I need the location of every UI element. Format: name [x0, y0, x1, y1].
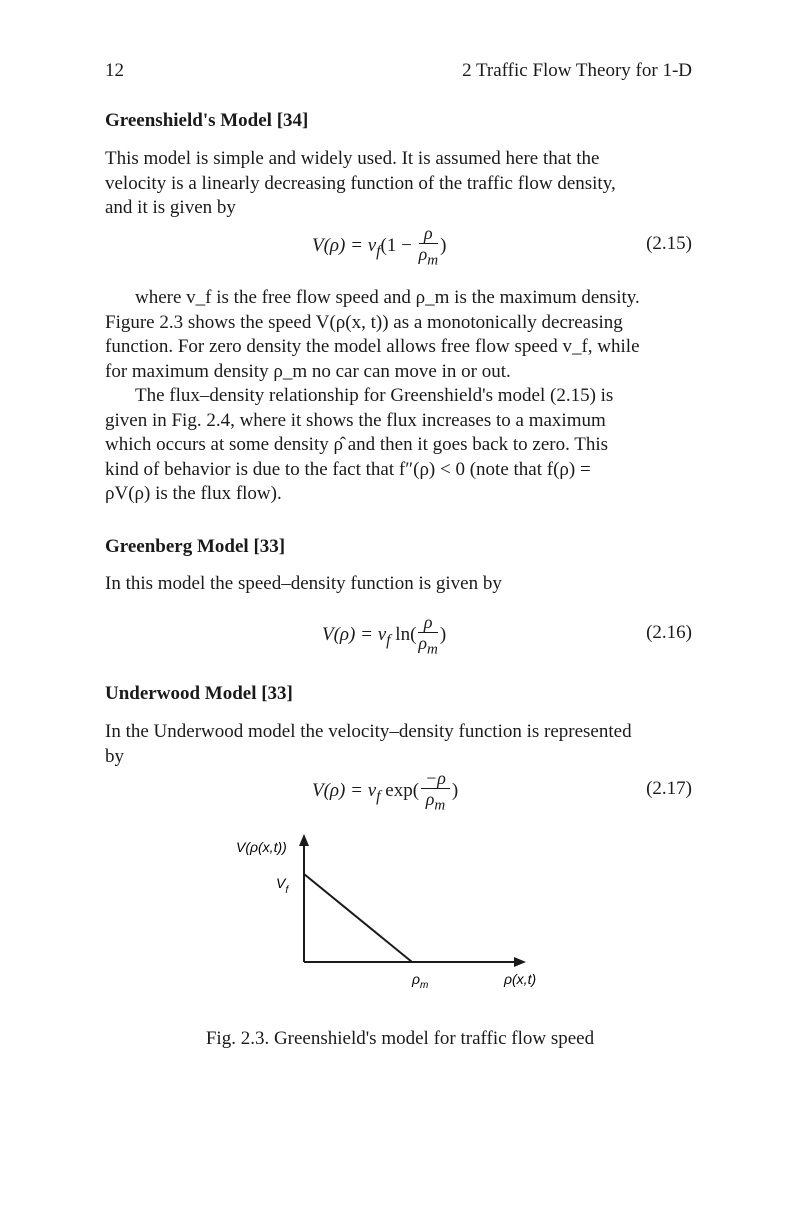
- text-line: Figure 2.3 shows the speed V(ρ(x, t)) as a monotonically decreasing: [105, 311, 623, 333]
- vf-subscript: f: [285, 885, 289, 896]
- text-line: In this model the speed–density function is given by: [105, 573, 502, 594]
- eq-post: ): [439, 624, 447, 646]
- equation-number-2-16: (2.16): [646, 622, 692, 643]
- eq-fraction: [419, 223, 438, 271]
- eq-post: ): [451, 780, 459, 802]
- eq-den-sub: m: [427, 252, 439, 269]
- rho-m-symbol: ρ: [412, 971, 421, 987]
- text-line: which occurs at some density ρ̂ and then it goes back to zero. This: [105, 434, 609, 455]
- eq-denominator: [419, 244, 438, 271]
- text-line: The flux–density relationship for Greenshield's model (2.15) is: [135, 385, 614, 406]
- equation-2-17: [312, 768, 458, 816]
- eq-denominator: [418, 633, 437, 660]
- equation-2-16: [322, 612, 446, 660]
- text-line: velocity is a linearly decreasing function of the traffic flow density,: [105, 172, 616, 194]
- running-title: 2 Traffic Flow Theory for 1-D: [462, 60, 692, 81]
- page-number: 12: [105, 60, 124, 81]
- eq-den-sub: m: [434, 797, 446, 814]
- text-line: This model is simple and widely used. It is assumed here that the: [105, 148, 600, 169]
- eq-lhs: V(ρ) = v: [312, 235, 377, 257]
- eq-den-symbol: ρ: [425, 789, 435, 809]
- speed-line: [304, 874, 412, 962]
- greenshield-para3: [105, 384, 693, 507]
- eq-lhs: V(ρ) = v: [322, 624, 387, 646]
- eq-numerator: ρ: [419, 223, 438, 244]
- text-line: function. For zero density the model allows free flow speed v_f, while: [105, 336, 640, 357]
- eq-sub: f: [386, 631, 391, 649]
- greenshield-intro: [105, 147, 693, 221]
- greenberg-heading: Greenberg Model [33]: [105, 536, 286, 557]
- eq-numerator: −ρ: [421, 768, 450, 789]
- greenshield-figure: [220, 826, 580, 996]
- figure-caption: Fig. 2.3. Greenshield's model for traffic flow speed: [205, 1028, 595, 1049]
- eq-sub: f: [376, 787, 381, 805]
- vf-label: [276, 875, 289, 896]
- eq-numerator: ρ: [418, 612, 437, 633]
- text-line: given in Fig. 2.4, where it shows the flux increases to a maximum: [105, 409, 606, 431]
- greenshield-heading: Greenshield's Model [34]: [105, 110, 309, 131]
- equation-2-15: [312, 223, 446, 271]
- underwood-intro: [105, 720, 693, 769]
- text-line: ρV(ρ) is the flux flow).: [105, 483, 282, 504]
- greenberg-intro: [105, 572, 693, 597]
- underwood-heading: Underwood Model [33]: [105, 683, 293, 704]
- eq-lhs: V(ρ) = v: [312, 780, 377, 802]
- eq-sub: f: [376, 242, 381, 260]
- greenshield-para2: [105, 286, 693, 384]
- eq-den-symbol: ρ: [418, 244, 428, 264]
- x-axis-arrow: [514, 957, 526, 967]
- text-line: where v_f is the free flow speed and ρ_m is the maximum density.: [135, 287, 640, 308]
- equation-number-2-15: (2.15): [646, 233, 692, 254]
- rho-m-label: [411, 971, 428, 991]
- text-line: kind of behavior is due to the fact that f″(ρ) < 0 (note that f(ρ) =: [105, 458, 591, 480]
- eq-fraction: [421, 768, 450, 816]
- eq-den-sub: m: [427, 641, 438, 658]
- y-axis-label: V(ρ(x,t)): [236, 839, 287, 855]
- equation-number-2-17: (2.17): [646, 778, 692, 799]
- eq-post: ): [440, 235, 447, 257]
- eq-fraction: [418, 612, 437, 660]
- eq-denominator: [421, 789, 450, 816]
- eq-den-symbol: ρ: [418, 633, 428, 653]
- text-line: by: [105, 745, 124, 767]
- vf-symbol: V: [276, 875, 286, 891]
- eq-pre: ln(: [390, 624, 417, 646]
- rho-m-subscript: m: [420, 980, 429, 991]
- eq-pre: (1 −: [380, 235, 417, 257]
- y-axis-arrow: [299, 834, 309, 846]
- eq-pre: exp(: [380, 780, 420, 802]
- text-line: In the Underwood model the velocity–density function is represented: [105, 721, 632, 742]
- text-line: and it is given by: [105, 197, 236, 218]
- x-axis-label: ρ(x,t): [504, 971, 537, 987]
- text-line: for maximum density ρ_m no car can move in or out.: [105, 360, 511, 382]
